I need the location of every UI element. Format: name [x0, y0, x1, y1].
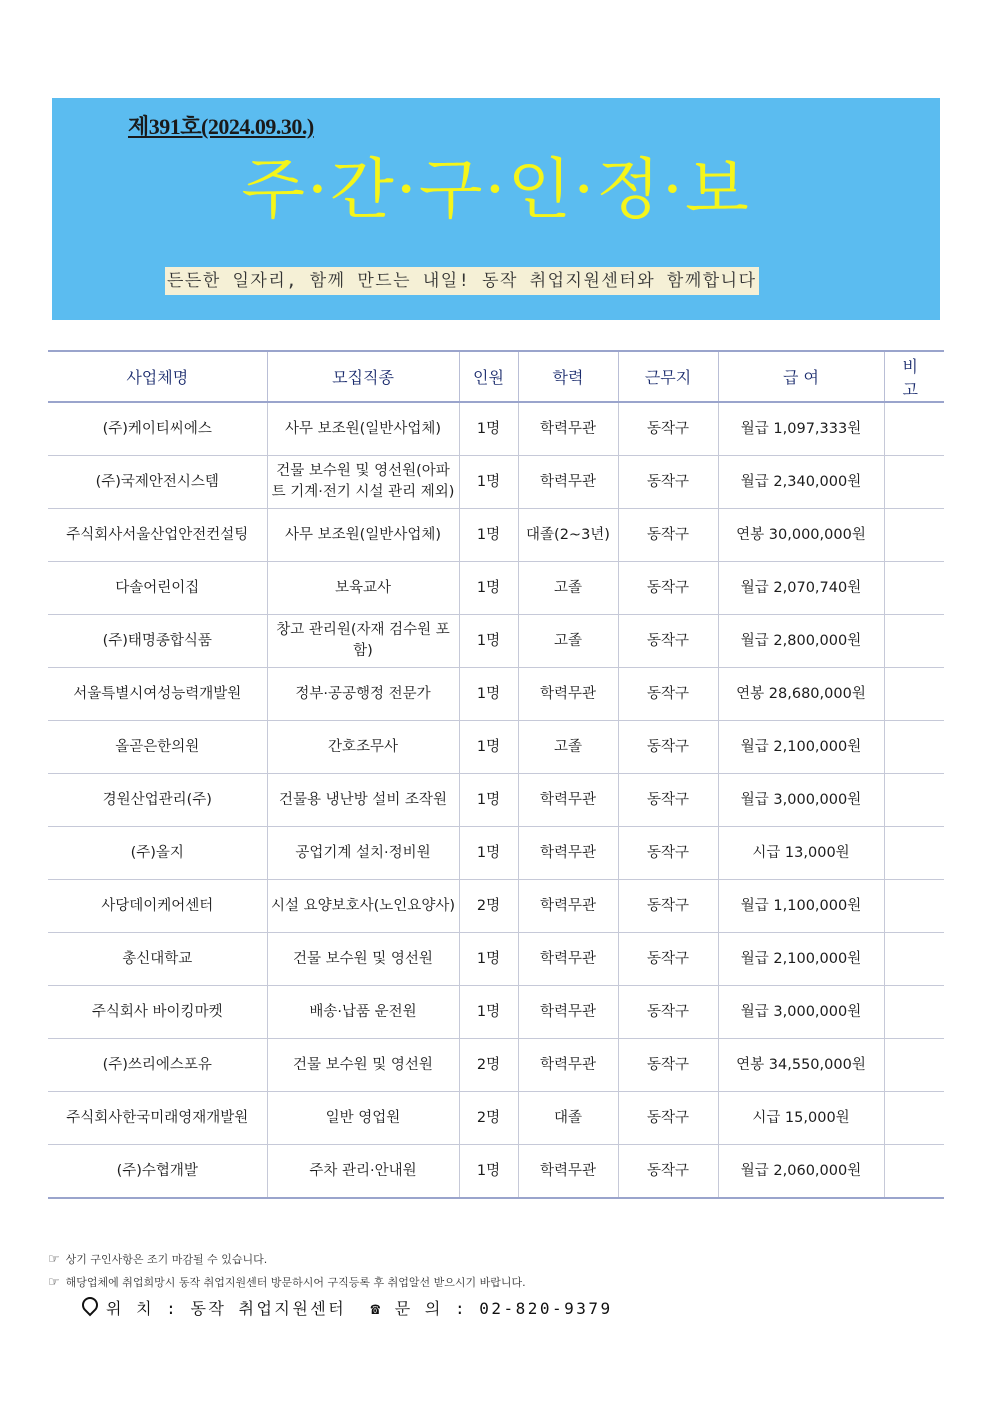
cell-education: 학력무관	[518, 668, 618, 721]
cell-remarks	[884, 562, 944, 615]
cell-headcount: 1명	[459, 1145, 518, 1199]
cell-salary: 월급 1,100,000원	[718, 880, 884, 933]
cell-remarks	[884, 1092, 944, 1145]
issue-number: 제391호(2024.09.30.)	[128, 114, 314, 139]
cell-company: 다솔어린이집	[48, 562, 267, 615]
cell-job-type: 배송·납품 운전원	[267, 986, 459, 1039]
cell-job-type: 일반 영업원	[267, 1092, 459, 1145]
cell-education: 학력무관	[518, 774, 618, 827]
table-row	[48, 721, 944, 774]
tagline: 든든한 일자리, 함께 만드는 내일! 동작 취업지원센터와 함께합니다	[165, 267, 759, 295]
cell-education: 학력무관	[518, 1145, 618, 1199]
cell-education: 고졸	[518, 615, 618, 668]
pointing-hand-icon: ☞	[48, 1252, 60, 1267]
cell-remarks	[884, 880, 944, 933]
cell-company: (주)수협개발	[48, 1145, 267, 1199]
cell-company: 서울특별시여성능력개발원	[48, 668, 267, 721]
cell-headcount: 1명	[459, 668, 518, 721]
phone-label: ☎ 문 의 : 02-820-9379	[370, 1299, 613, 1318]
cell-headcount: 1명	[459, 986, 518, 1039]
cell-job-type: 건물 보수원 및 영선원	[267, 933, 459, 986]
cell-headcount: 2명	[459, 1039, 518, 1092]
cell-headcount: 1명	[459, 456, 518, 509]
cell-location: 동작구	[618, 986, 718, 1039]
cell-location: 동작구	[618, 509, 718, 562]
table-row	[48, 933, 944, 986]
cell-job-type: 사무 보조원(일반사업체)	[267, 402, 459, 456]
note-text: 상기 구인사항은 조기 마감될 수 있습니다.	[65, 1253, 268, 1266]
column-header-education: 학력	[518, 351, 618, 402]
cell-remarks	[884, 721, 944, 774]
cell-location: 동작구	[618, 880, 718, 933]
contact-info	[82, 1296, 613, 1319]
table-row	[48, 562, 944, 615]
cell-education: 학력무관	[518, 827, 618, 880]
cell-salary: 연봉 34,550,000원	[718, 1039, 884, 1092]
cell-remarks	[884, 668, 944, 721]
table-row	[48, 668, 944, 721]
cell-remarks	[884, 1039, 944, 1092]
cell-education: 학력무관	[518, 456, 618, 509]
column-header-company: 사업체명	[48, 351, 267, 402]
cell-job-type: 건물용 냉난방 설비 조작원	[267, 774, 459, 827]
cell-location: 동작구	[618, 933, 718, 986]
cell-remarks	[884, 402, 944, 456]
notes	[48, 1248, 526, 1294]
map-pin-icon	[79, 1294, 102, 1317]
cell-remarks	[884, 509, 944, 562]
cell-location: 동작구	[618, 402, 718, 456]
cell-remarks	[884, 827, 944, 880]
cell-salary: 월급 3,000,000원	[718, 774, 884, 827]
table-row	[48, 509, 944, 562]
cell-headcount: 1명	[459, 615, 518, 668]
table-row	[48, 986, 944, 1039]
table-row	[48, 615, 944, 668]
cell-salary: 월급 2,100,000원	[718, 933, 884, 986]
location-label: 위 치 : 동작 취업지원센터	[106, 1299, 347, 1318]
cell-company: 주식회사한국미래영재개발원	[48, 1092, 267, 1145]
cell-salary: 월급 2,340,000원	[718, 456, 884, 509]
cell-company: (주)태명종합식품	[48, 615, 267, 668]
cell-location: 동작구	[618, 827, 718, 880]
cell-education: 학력무관	[518, 402, 618, 456]
table-header-row	[48, 351, 944, 402]
cell-education: 학력무관	[518, 986, 618, 1039]
cell-job-type: 사무 보조원(일반사업체)	[267, 509, 459, 562]
cell-location: 동작구	[618, 562, 718, 615]
cell-company: (주)국제안전시스템	[48, 456, 267, 509]
cell-salary: 월급 2,800,000원	[718, 615, 884, 668]
cell-remarks	[884, 615, 944, 668]
cell-remarks	[884, 774, 944, 827]
cell-salary: 월급 1,097,333원	[718, 402, 884, 456]
table-row	[48, 880, 944, 933]
table-row	[48, 1145, 944, 1199]
cell-remarks	[884, 986, 944, 1039]
cell-headcount: 1명	[459, 562, 518, 615]
cell-headcount: 1명	[459, 933, 518, 986]
cell-job-type: 간호조무사	[267, 721, 459, 774]
column-header-remarks: 비 고	[884, 351, 944, 402]
job-listings-table	[48, 350, 944, 1199]
column-header-headcount: 인원	[459, 351, 518, 402]
cell-salary: 월급 3,000,000원	[718, 986, 884, 1039]
cell-location: 동작구	[618, 668, 718, 721]
cell-remarks	[884, 1145, 944, 1199]
cell-headcount: 2명	[459, 1092, 518, 1145]
cell-job-type: 공업기계 설치·정비원	[267, 827, 459, 880]
cell-location: 동작구	[618, 1145, 718, 1199]
cell-job-type: 건물 보수원 및 영선원(아파트 기계·전기 시설 관리 제외)	[267, 456, 459, 509]
cell-headcount: 1명	[459, 774, 518, 827]
cell-headcount: 2명	[459, 880, 518, 933]
cell-location: 동작구	[618, 1092, 718, 1145]
cell-location: 동작구	[618, 456, 718, 509]
cell-job-type: 창고 관리원(자재 검수원 포함)	[267, 615, 459, 668]
cell-salary: 시급 15,000원	[718, 1092, 884, 1145]
cell-headcount: 1명	[459, 827, 518, 880]
page-title: 주·간·구·인·정·보	[241, 151, 751, 228]
cell-education: 고졸	[518, 721, 618, 774]
note-item	[48, 1248, 526, 1271]
cell-company: (주)케이티씨에스	[48, 402, 267, 456]
cell-company: 경원산업관리(주)	[48, 774, 267, 827]
cell-job-type: 정부·공공행정 전문가	[267, 668, 459, 721]
cell-job-type: 시설 요양보호사(노인요양사)	[267, 880, 459, 933]
cell-company: 사당데이케어센터	[48, 880, 267, 933]
cell-headcount: 1명	[459, 721, 518, 774]
cell-salary: 시급 13,000원	[718, 827, 884, 880]
cell-salary: 연봉 30,000,000원	[718, 509, 884, 562]
cell-company: 올곧은한의원	[48, 721, 267, 774]
table-row	[48, 774, 944, 827]
cell-salary: 연봉 28,680,000원	[718, 668, 884, 721]
cell-location: 동작구	[618, 721, 718, 774]
column-header-salary: 급 여	[718, 351, 884, 402]
cell-location: 동작구	[618, 774, 718, 827]
cell-education: 학력무관	[518, 880, 618, 933]
cell-job-type: 보육교사	[267, 562, 459, 615]
note-item	[48, 1271, 526, 1294]
cell-headcount: 1명	[459, 509, 518, 562]
cell-education: 학력무관	[518, 1039, 618, 1092]
cell-job-type: 건물 보수원 및 영선원	[267, 1039, 459, 1092]
table-row	[48, 1092, 944, 1145]
pointing-hand-icon: ☞	[48, 1275, 60, 1290]
cell-headcount: 1명	[459, 402, 518, 456]
cell-company: (주)올지	[48, 827, 267, 880]
cell-salary: 월급 2,060,000원	[718, 1145, 884, 1199]
cell-remarks	[884, 933, 944, 986]
cell-salary: 월급 2,100,000원	[718, 721, 884, 774]
table-row	[48, 827, 944, 880]
table-row	[48, 1039, 944, 1092]
cell-job-type: 주차 관리·안내원	[267, 1145, 459, 1199]
cell-salary: 월급 2,070,740원	[718, 562, 884, 615]
cell-education: 대졸	[518, 1092, 618, 1145]
cell-education: 학력무관	[518, 933, 618, 986]
cell-company: 총신대학교	[48, 933, 267, 986]
cell-company: 주식회사서울산업안전컨설팅	[48, 509, 267, 562]
cell-location: 동작구	[618, 1039, 718, 1092]
column-header-location: 근무지	[618, 351, 718, 402]
note-text: 해당업체에 취업희망시 동작 취업지원센터 방문하시어 구직등록 후 취업알선 받으시기 바랍니다.	[65, 1276, 526, 1289]
cell-education: 대졸(2~3년)	[518, 509, 618, 562]
table-row	[48, 456, 944, 509]
cell-remarks	[884, 456, 944, 509]
table-row	[48, 402, 944, 456]
cell-company: (주)쓰리에스포유	[48, 1039, 267, 1092]
cell-education: 고졸	[518, 562, 618, 615]
table-body	[48, 402, 944, 1198]
column-header-job: 모집직종	[267, 351, 459, 402]
cell-location: 동작구	[618, 615, 718, 668]
cell-company: 주식회사 바이킹마켓	[48, 986, 267, 1039]
